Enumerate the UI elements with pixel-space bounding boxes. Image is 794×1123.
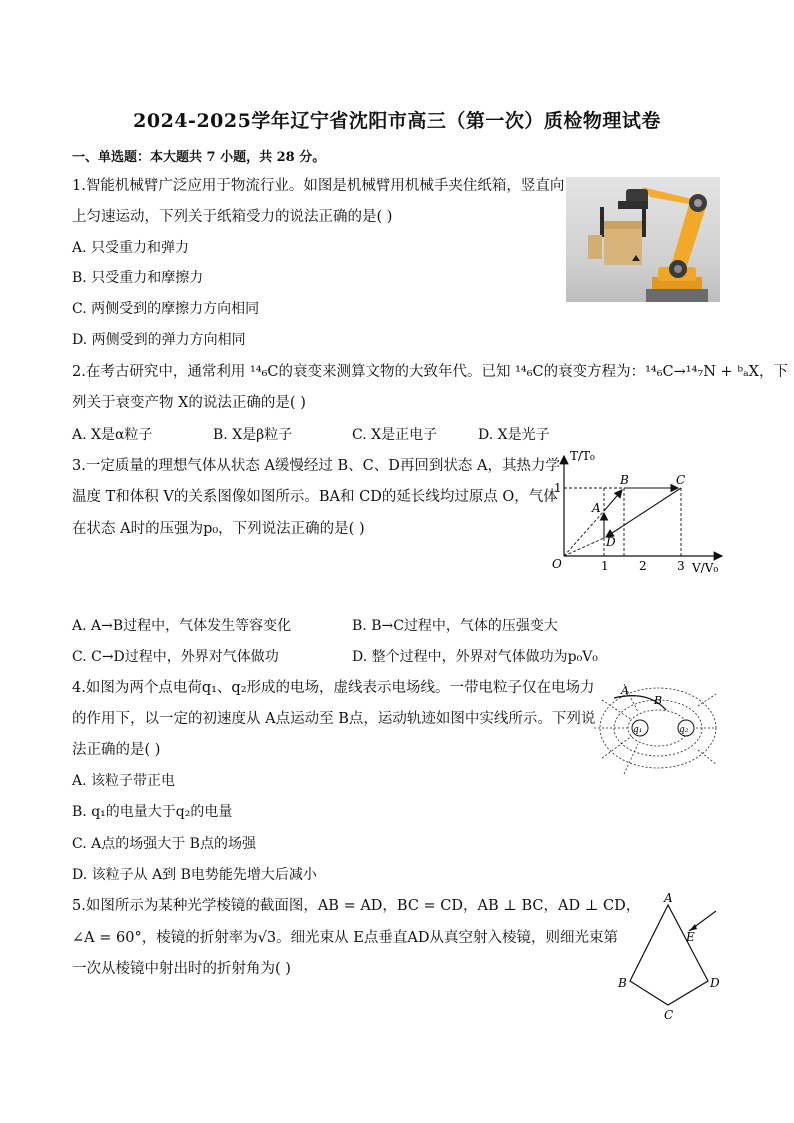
exam-title: 2024-2025学年辽宁省沈阳市高三（第一次）质检物理试卷 [133, 110, 661, 132]
q4-stem-line-2: 的作用下，以一定的初速度从 A点运动至 B点，运动轨迹如图中实线所示。下列说 [72, 711, 596, 727]
x-tick-2: 2 [639, 559, 647, 573]
prism-label-e: E [686, 930, 695, 944]
robot-arm-photo [566, 177, 720, 302]
q2-stem-line-1: 2.在考古研究中，通常利用 ¹⁴₆C的衰变来测算文物的大致年代。已知 ¹⁴₆C的衰变方程为：¹⁴₆C→¹⁴₇N + ᵇₐX，下 [72, 364, 789, 380]
q4-option-b: B. q₁的电量大于q₂的电量 [72, 804, 233, 820]
q4-stem-line-3: 法正确的是( ) [72, 742, 161, 758]
q1-stem-line-1: 1.智能机械臂广泛应用于物流行业。如图是机械臂用机械手夹住纸箱，竖直向 [72, 178, 565, 194]
q1-option-a: A. 只受重力和弹力 [72, 240, 190, 256]
q1-option-d: D. 两侧受到的弹力方向相同 [72, 332, 246, 348]
q3-option-a: A. A→B过程中，气体发生等容变化 [72, 618, 292, 634]
x-tick-1: 1 [601, 559, 609, 573]
point-b-label: B [620, 473, 629, 487]
y-tick-1: 1 [554, 481, 562, 495]
q3-option-d: D. 整个过程中，外界对气体做功为p₀V₀ [352, 649, 598, 665]
fig4-label-q1: q₁ [633, 725, 643, 735]
q3-option-c: C. C→D过程中，外界对气体做功 [72, 649, 279, 665]
q2-option-c: C. X是正电子 [352, 427, 438, 443]
point-a-label: A [592, 501, 601, 515]
fig4-label-q2: q₂ [679, 725, 689, 735]
prism-label-c: C [664, 1008, 674, 1022]
q1-stem-line-2: 上匀速运动，下列关于纸箱受力的说法正确的是( ) [72, 209, 393, 225]
prism-label-b: B [618, 976, 627, 990]
x-axis-label: V/V₀ [692, 561, 719, 575]
q3-stem-line-2: 温度 T和体积 V的关系图像如图所示。BA和 CD的延长线均过原点 O，气体 [72, 489, 558, 505]
q2-option-a: A. X是α粒子 [72, 427, 153, 443]
prism-outline [630, 905, 708, 1005]
fig4-label-a: A [621, 684, 629, 697]
fig4-label-b: B [654, 694, 663, 707]
q5-stem-line-2: ∠A = 60°，棱镜的折射率为√3。细光束从 E点垂直AD从真空射入棱镜，则细光束第 [72, 930, 618, 946]
point-d-label: D [606, 535, 616, 549]
electric-field-figure [588, 680, 720, 780]
q2-option-b: B. X是β粒子 [213, 427, 293, 443]
q2-stem-line-2: 列关于衰变产物 X的说法正确的是( ) [72, 395, 306, 411]
q4-option-c: C. A点的场强大于 B点的场强 [72, 836, 256, 852]
point-c-label: C [676, 473, 686, 487]
prism-figure [612, 893, 732, 1023]
q1-option-b: B. 只受重力和摩擦力 [72, 270, 204, 286]
q2-option-d: D. X是光子 [478, 427, 550, 443]
q4-option-a: A. 该粒子带正电 [72, 773, 176, 789]
tv-graph [548, 448, 730, 580]
prism-label-a: A [664, 893, 673, 905]
q1-option-c: C. 两侧受到的摩擦力方向相同 [72, 301, 260, 317]
q3-stem-line-1: 3.一定质量的理想气体从状态 A缓慢经过 B、C、D再回到状态 A，其热力学 [72, 458, 560, 474]
q4-option-d: D. 该粒子从 A到 B电势能先增大后减小 [72, 867, 317, 883]
q3-stem-line-3: 在状态 A时的压强为p₀，下列说法正确的是( ) [72, 521, 365, 537]
y-axis-label: T/T₀ [570, 449, 595, 463]
origin-label: O [552, 557, 562, 571]
section-heading: 一、单选题：本大题共 7 小题，共 28 分。 [72, 150, 326, 165]
q4-stem-line-1: 4.如图为两个点电荷q₁、q₂形成的电场，虚线表示电场线。一带电粒子仅在电场力 [72, 680, 595, 696]
q5-stem-line-1: 5.如图所示为某种光学棱镜的截面图，AB = AD，BC = CD，AB ⊥ BC，AD ⊥ CD， [72, 898, 641, 914]
q5-stem-line-3: 一次从棱镜中射出时的折射角为( ) [72, 961, 291, 977]
q3-option-b: B. B→C过程中，气体的压强变大 [352, 618, 558, 634]
prism-label-d: D [710, 976, 720, 990]
x-tick-3: 3 [677, 559, 685, 573]
